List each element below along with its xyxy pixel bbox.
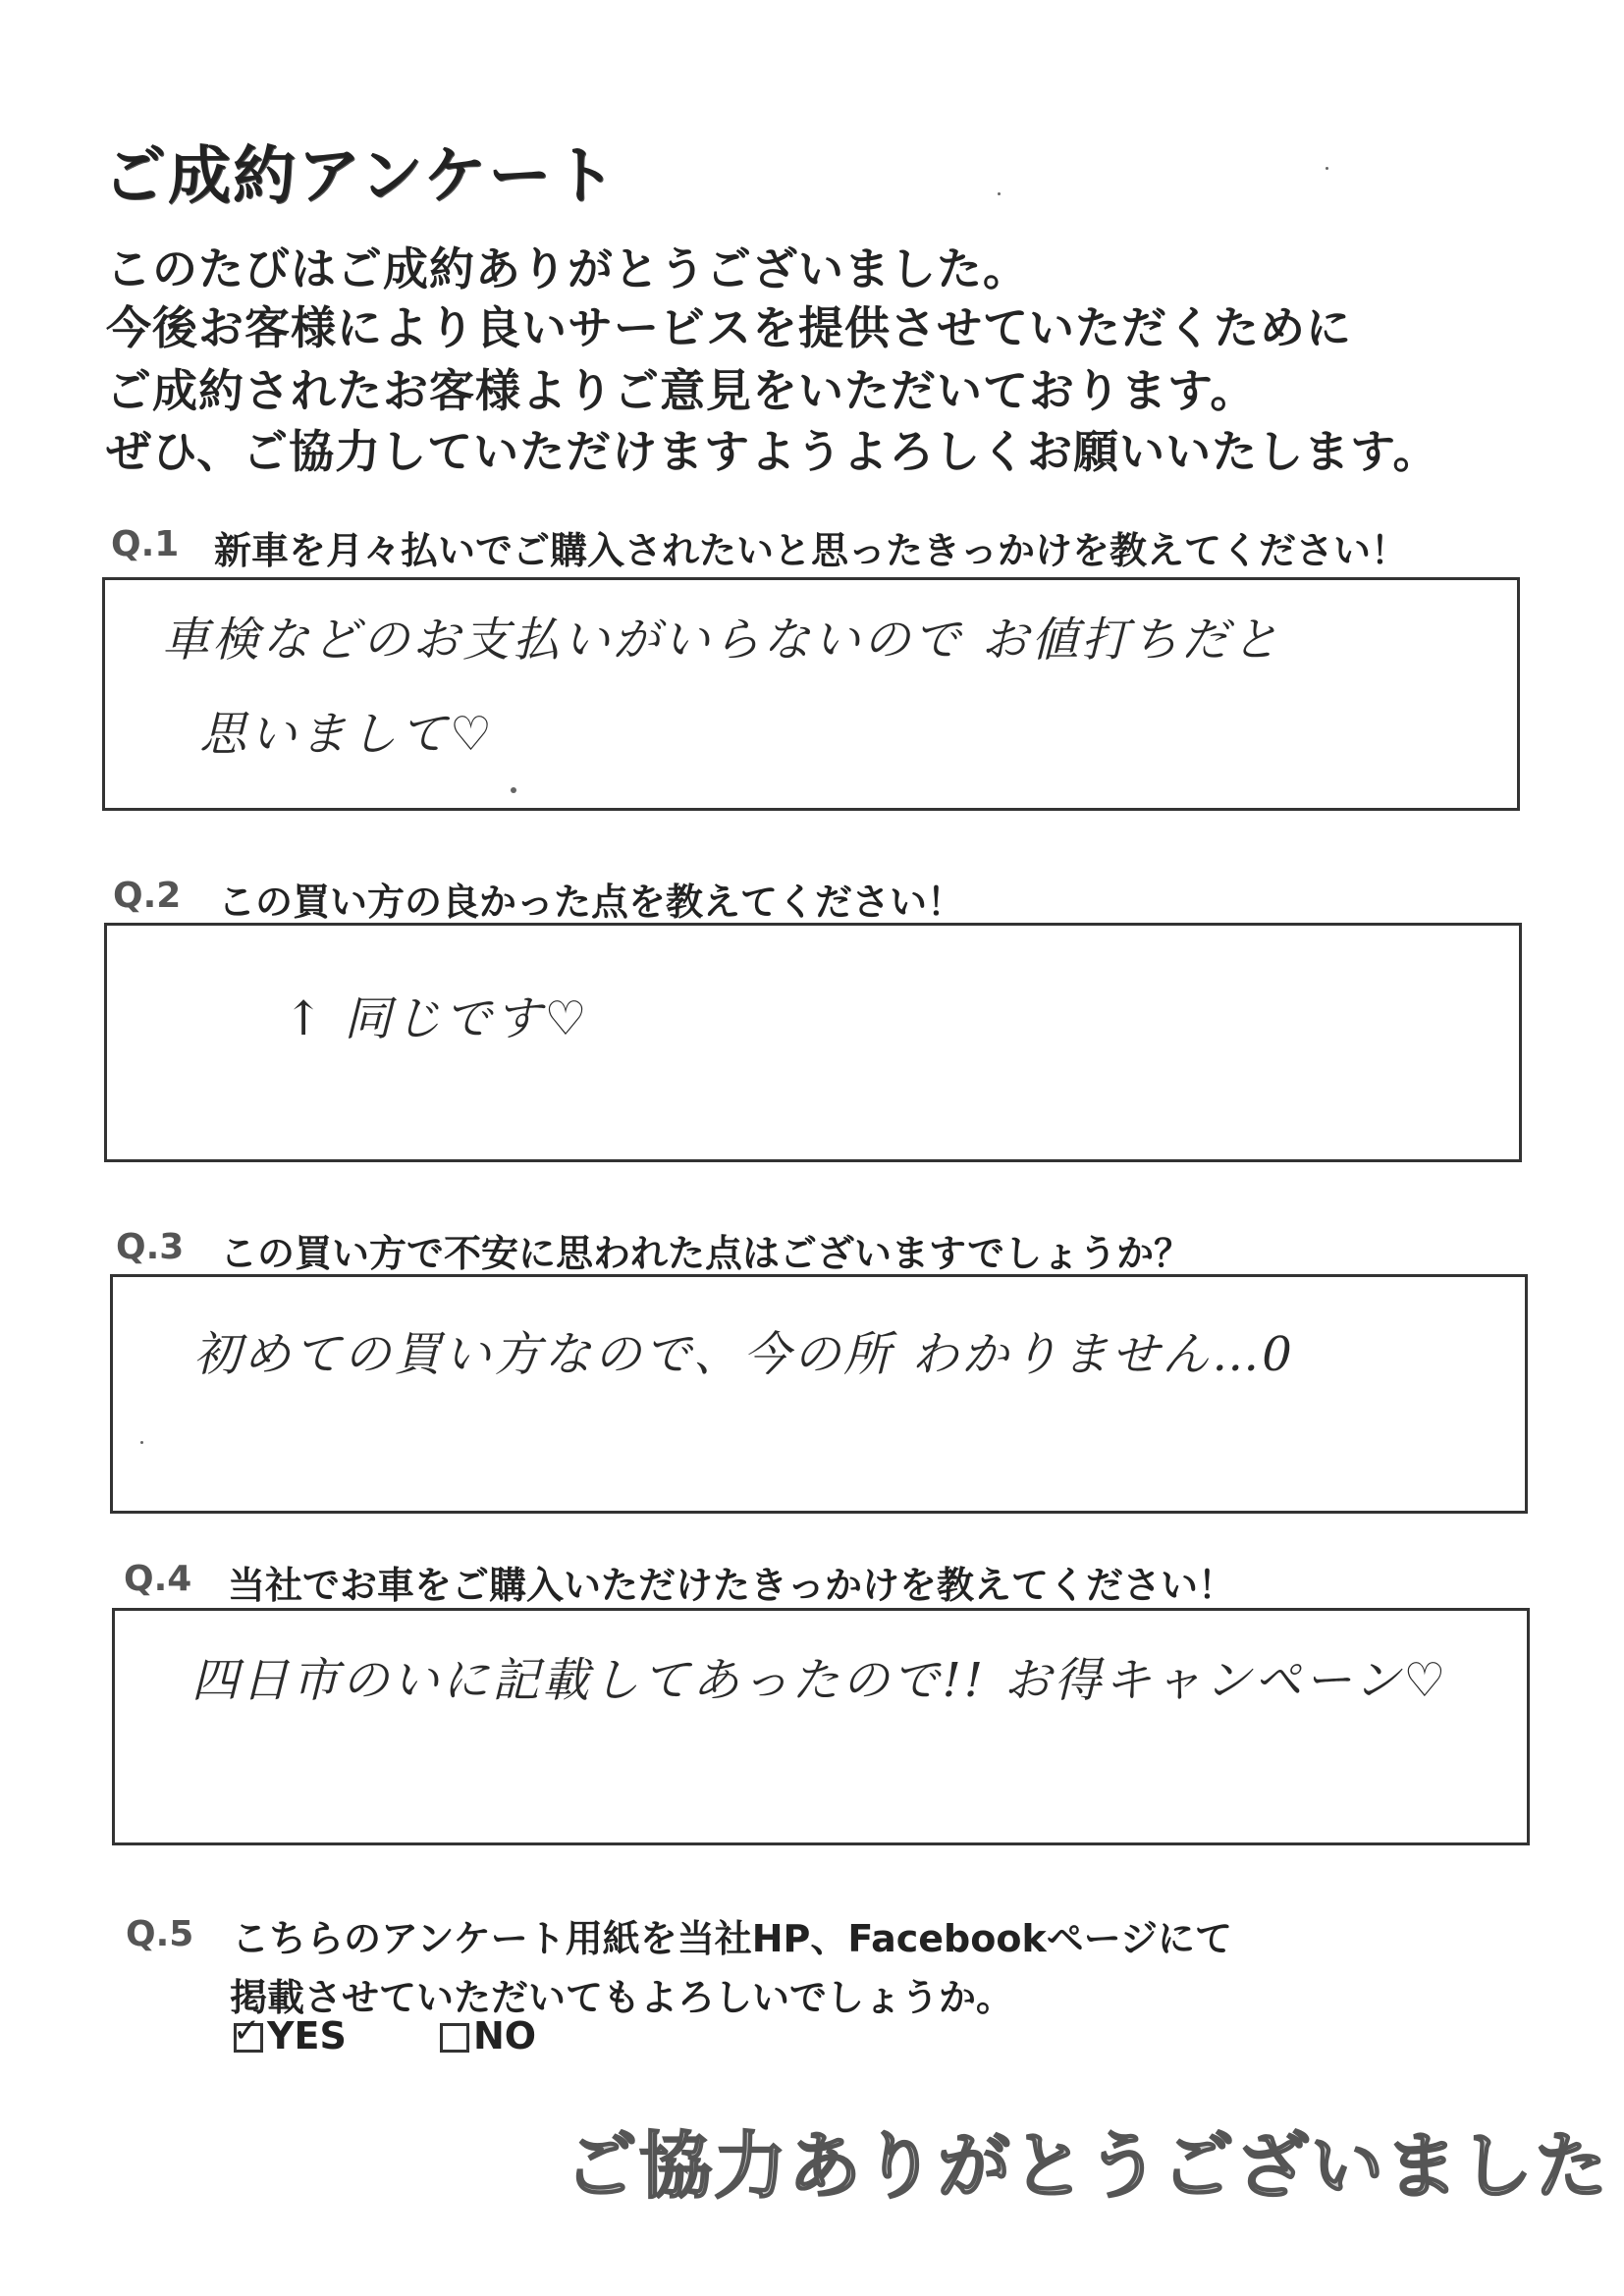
q1-answer-line-1: 車検などのお支払いがいらないので お値打ちだと bbox=[162, 613, 1282, 667]
q5-no-option[interactable] bbox=[440, 2014, 536, 2057]
q4-question: 当社でお車をご購入いただけたきっかけを教えてください！ bbox=[228, 1564, 1236, 1607]
yes-checkbox[interactable] bbox=[233, 2011, 263, 2053]
speck bbox=[140, 1441, 143, 1444]
intro-line-1: このたびはご成約ありがとうございました。 bbox=[106, 242, 1029, 295]
yes-label: YES bbox=[267, 2014, 347, 2057]
q2-number: Q.2 bbox=[113, 876, 182, 916]
intro-line-2: 今後お客様により良いサービスを提供させていただくために bbox=[106, 301, 1352, 354]
q3-answer-line-1: 初めての買い方なので、今の所 わかりません…0 bbox=[193, 1327, 1295, 1382]
q3-answer-box bbox=[110, 1274, 1528, 1514]
speck bbox=[998, 192, 1001, 195]
q4-answer-line-1: 四日市のいに記載してあったので!! お得キャンペーン♡ bbox=[191, 1653, 1449, 1708]
speck bbox=[1326, 167, 1328, 170]
q5-question-line-2: 掲載させていただいてもよろしいでしょうか。 bbox=[230, 1976, 1014, 2019]
q5-number: Q.5 bbox=[126, 1914, 194, 1954]
q2-answer-box bbox=[104, 923, 1522, 1162]
intro-line-3: ご成約されたお客様よりご意見をいただいております。 bbox=[106, 364, 1257, 417]
no-label: NO bbox=[473, 2014, 537, 2057]
q4-answer-box bbox=[112, 1608, 1530, 1845]
thanks-message: ご協力ありがとうございました bbox=[565, 2124, 1609, 2209]
q3-question: この買い方で不安に思われた点はございますでしょうか？ bbox=[220, 1232, 1192, 1275]
q4-number: Q.4 bbox=[124, 1559, 192, 1599]
check-mark-icon: ✓ bbox=[233, 2011, 261, 2051]
q2-answer-line-1: ↑ 同じです♡ bbox=[284, 991, 590, 1046]
speck bbox=[511, 787, 516, 793]
q1-answer-box bbox=[102, 577, 1520, 811]
no-checkbox[interactable] bbox=[440, 2023, 469, 2053]
intro-line-4: ぜひ、ご協力していただけますようよろしくお願いいたします。 bbox=[106, 425, 1439, 478]
q2-question: この買い方の良かった点を教えてください！ bbox=[218, 881, 965, 924]
q1-question: 新車を月々払いでご購入されたいと思ったきっかけを教えてください！ bbox=[214, 529, 1409, 572]
q3-number: Q.3 bbox=[116, 1227, 185, 1267]
q5-yes-option[interactable] bbox=[233, 2011, 347, 2057]
survey-title: ご成約アンケート bbox=[103, 140, 619, 213]
q5-question-line-1: こちらのアンケート用紙を当社HP、Facebookページにて bbox=[232, 1917, 1232, 1960]
q1-answer-line-2: 思いまして♡ bbox=[199, 707, 496, 762]
q1-number: Q.1 bbox=[111, 524, 180, 564]
